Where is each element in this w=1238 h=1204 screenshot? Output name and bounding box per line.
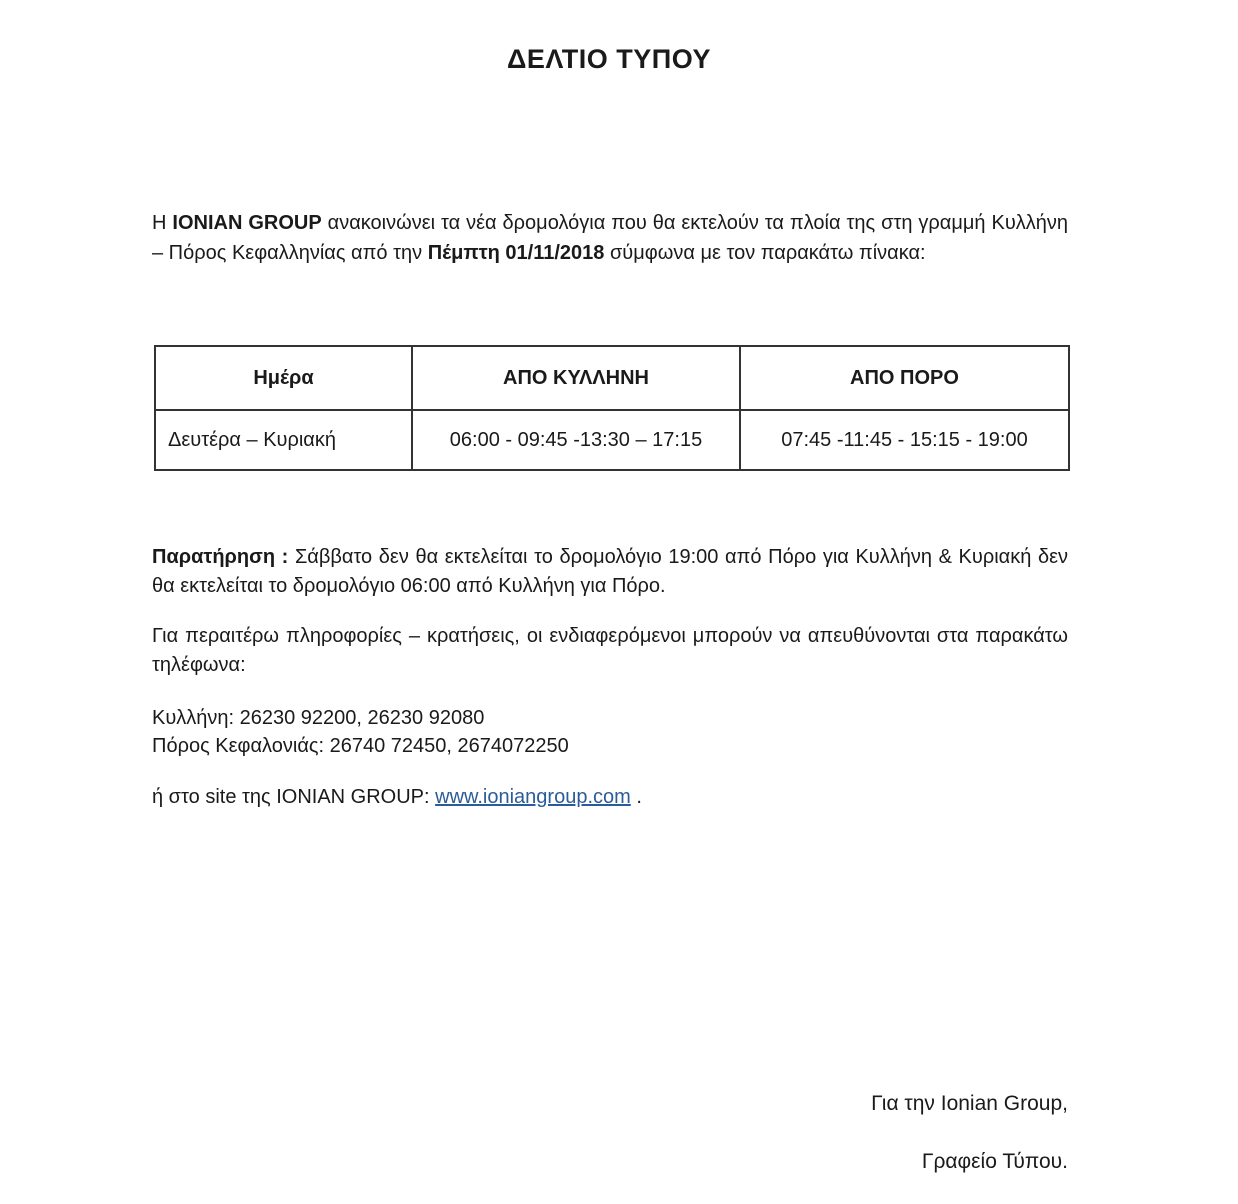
header-from-poros: ΑΠΟ ΠΟΡΟ: [740, 346, 1069, 410]
signature-line-2: Γραφείο Τύπου.: [921, 1150, 1068, 1173]
phone-poros: Πόρος Κεφαλονιάς: 26740 72450, 2674072250: [152, 735, 569, 757]
header-from-kyllini: ΑΠΟ ΚΥΛΛΗΝΗ: [412, 346, 740, 410]
intro-text-end: σύμφωνα με τον παρακάτω πίνακα:: [604, 242, 926, 264]
cell-kyllini-times: 06:00 - 09:45 -13:30 – 17:15: [412, 410, 740, 470]
page-title: ΔΕΛΤΙΟ ΤΥΠΟΥ: [507, 44, 711, 74]
website-link[interactable]: www.ioniangroup.com: [435, 786, 631, 808]
site-line: [152, 783, 642, 811]
cell-poros-times: 07:45 -11:45 - 15:15 - 19:00: [740, 410, 1069, 470]
company-name: IONIAN GROUP: [172, 212, 322, 234]
schedule-table: [154, 345, 1070, 471]
info-paragraph: Για περαιτέρω πληροφορίες – κρατήσεις, οι ενδιαφερόμενοι μπορούν να απευθύνονται στα παρακάτω τηλέφωνα:: [152, 625, 1068, 676]
table-row: [155, 410, 1069, 470]
intro-paragraph: [152, 208, 1068, 268]
header-day: Ημέρα: [155, 346, 412, 410]
table-header-row: [155, 346, 1069, 410]
cell-day: Δευτέρα – Κυριακή: [155, 410, 412, 470]
intro-text-start: Η: [152, 212, 173, 234]
site-prefix: ή στο site της IONIAN GROUP:: [152, 786, 436, 808]
start-date: Πέμπτη 01/11/2018: [427, 242, 605, 264]
signature-line-1: Για την Ionian Group,: [871, 1092, 1068, 1115]
note-paragraph: [152, 543, 1068, 601]
note-text: Σάββατο δεν θα εκτελείται το δρομολόγιο 19:00 από Πόρο για Κυλλήνη & Κυριακή δεν θα εκτελείται το δρομολόγιο 06:00 από Κυλλήνη για Πόρο.: [152, 546, 1068, 597]
phone-list: [152, 704, 569, 760]
note-label: Παρατήρηση :: [152, 546, 289, 568]
phone-kyllini: Κυλλήνη: 26230 92200, 26230 92080: [152, 707, 485, 729]
intro-text-middle: ανακοινώνει τα νέα δρομολόγια που θα εκτελούν τα πλοία της στη γραμμή Κυλλήνη – Πόρος Κεφαλληνίας από την: [152, 212, 1068, 264]
site-suffix: .: [630, 786, 642, 808]
